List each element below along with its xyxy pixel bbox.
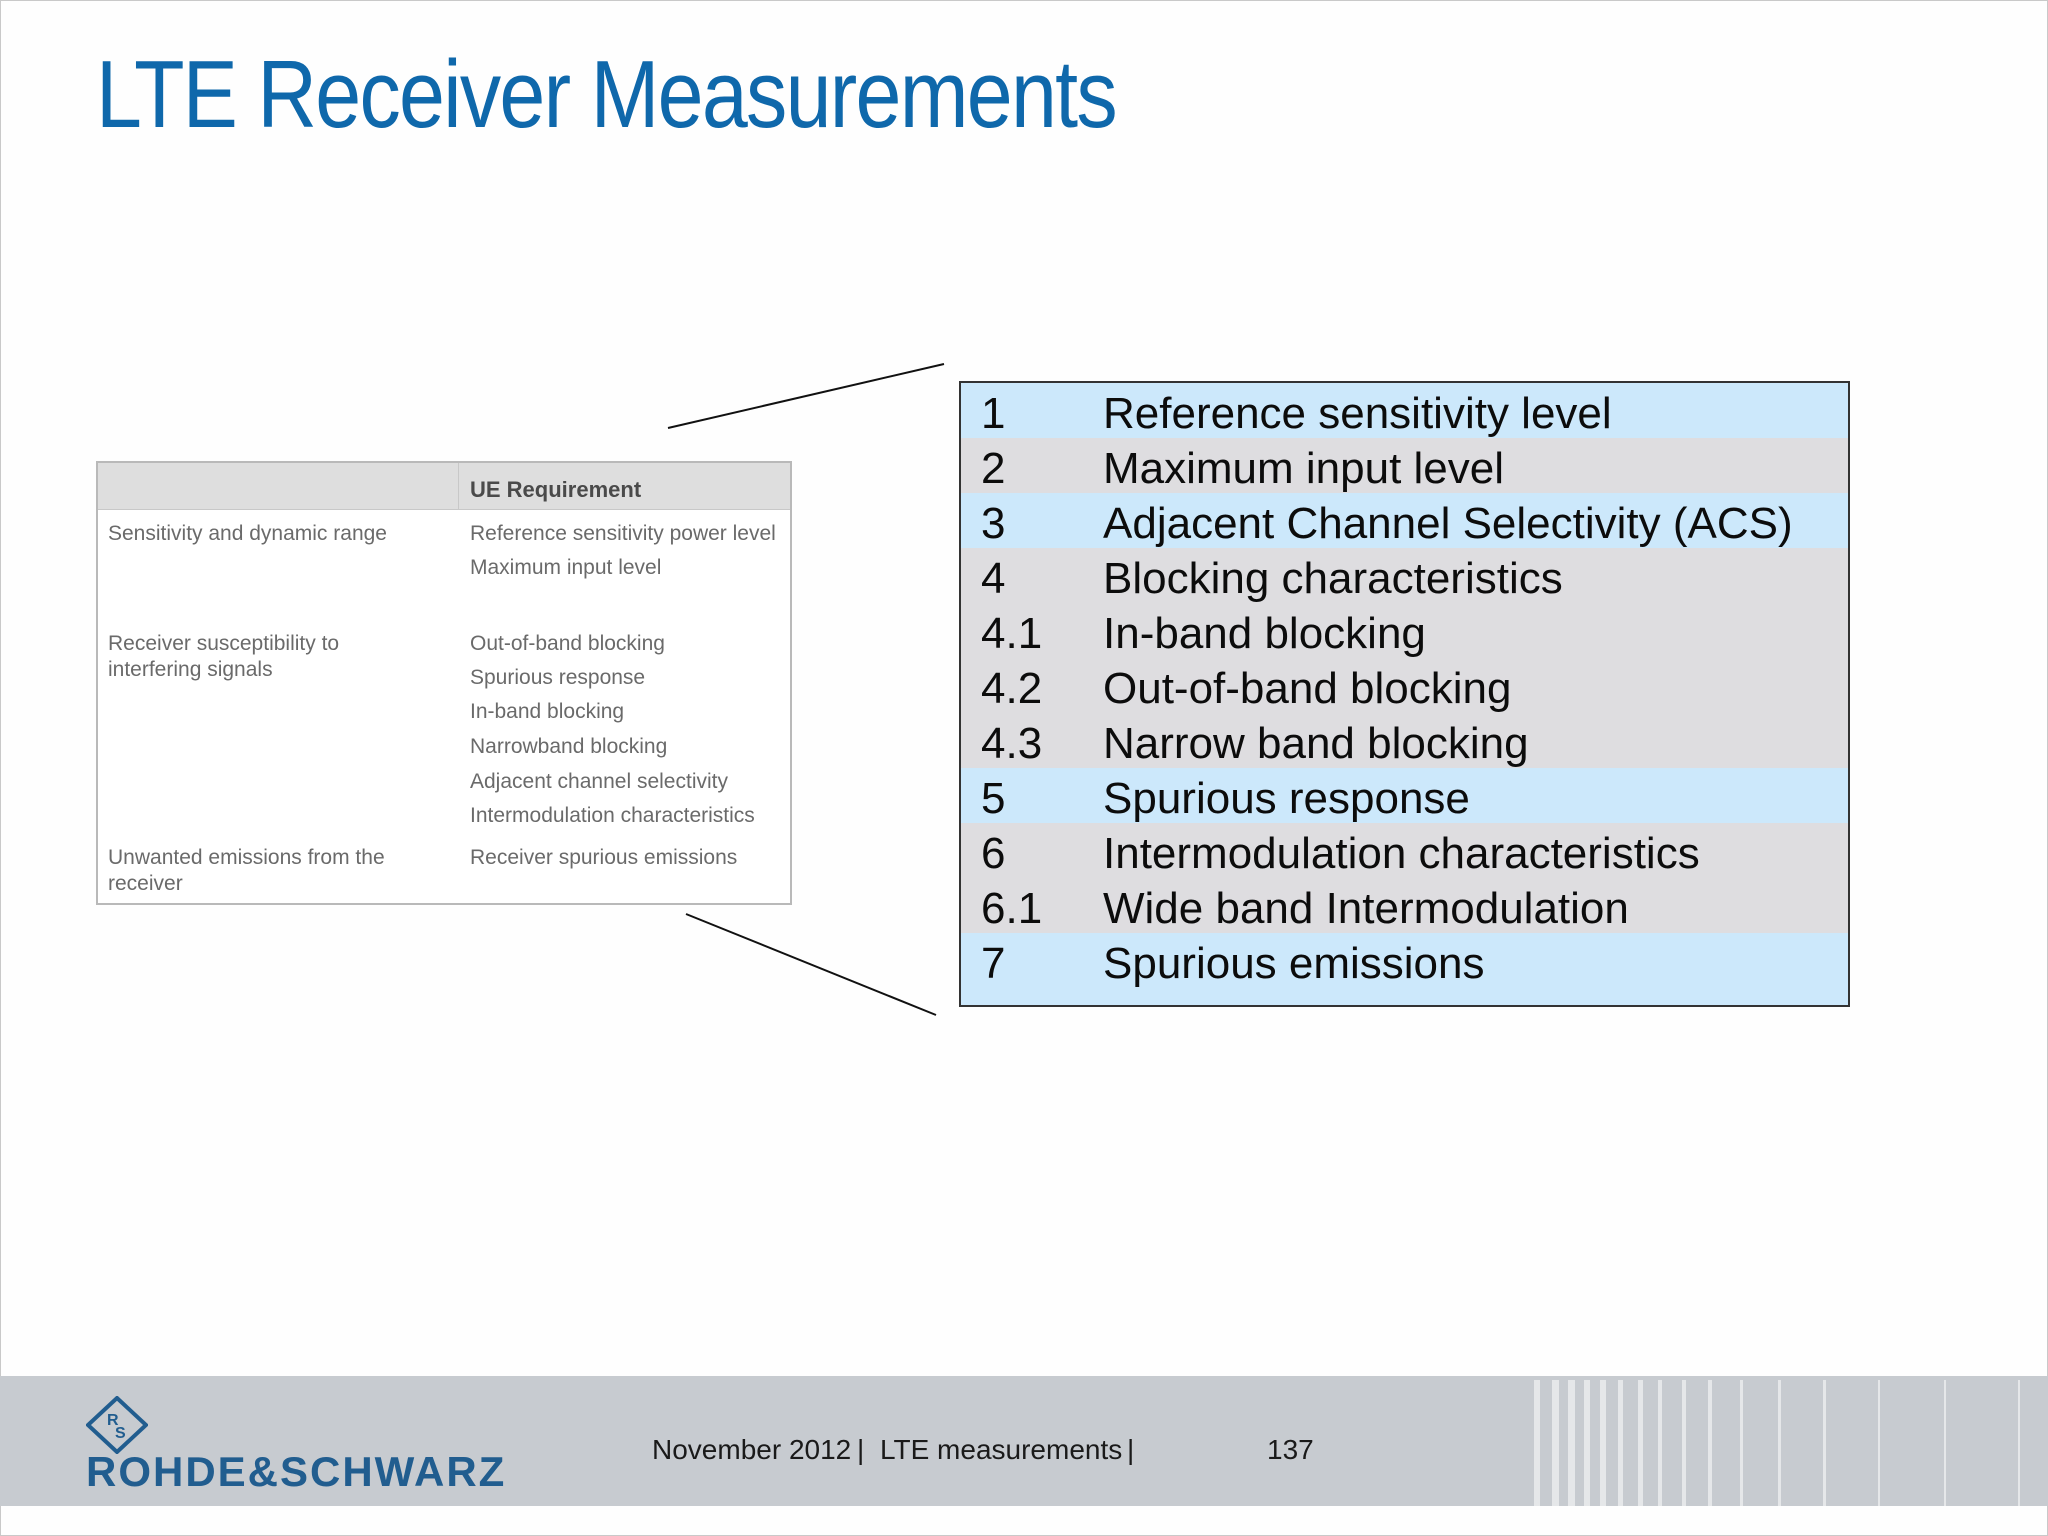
requirement-item: Narrowband blocking <box>470 735 668 758</box>
row-text: In-band blocking <box>1103 609 1426 658</box>
row-number: 5 <box>981 774 1006 823</box>
connector-line-bottom <box>686 914 936 1015</box>
category-label: Receiver susceptibility to interfering signals <box>108 632 340 681</box>
footer-separator: | <box>857 1434 865 1465</box>
row-number: 4.1 <box>981 609 1043 658</box>
table-row <box>961 438 1848 493</box>
row-number: 6 <box>981 829 1006 878</box>
requirement-item: Spurious response <box>470 666 646 689</box>
row-text: Spurious emissions <box>1103 939 1485 988</box>
footer-topic: LTE measurements <box>880 1434 1123 1465</box>
table-row <box>961 768 1848 823</box>
svg-text:S: S <box>115 1425 126 1442</box>
requirement-item: Intermodulation characteristics <box>470 804 755 827</box>
svg-text:R: R <box>107 1412 119 1429</box>
footer-date: November 2012 <box>652 1434 852 1465</box>
table-row <box>961 383 1848 438</box>
table-row <box>961 713 1848 768</box>
row-text: Adjacent Channel Selectivity (ACS) <box>1103 499 1793 548</box>
table-row <box>961 878 1848 933</box>
row-number: 4.3 <box>981 719 1043 768</box>
row-number: 2 <box>981 444 1006 493</box>
requirement-item: In-band blocking <box>470 700 625 723</box>
row-text: Intermodulation characteristics <box>1103 829 1700 878</box>
page-title: LTE Receiver Measurements <box>96 41 1116 148</box>
row-text: Out-of-band blocking <box>1103 664 1512 713</box>
table-row <box>961 823 1848 878</box>
connector-line-top <box>668 364 944 428</box>
header-label: UE Requirement <box>470 477 642 502</box>
rohde-schwarz-diamond-icon <box>86 1396 148 1454</box>
requirement-item: Maximum input level <box>470 556 662 579</box>
table-row <box>961 548 1848 603</box>
row-text: Spurious response <box>1103 774 1470 823</box>
requirement-item: Reference sensitivity power level <box>470 522 776 545</box>
requirement-item: Adjacent channel selectivity <box>470 770 728 793</box>
decorative-stripes <box>1508 1376 2048 1506</box>
row-text: Reference sensitivity level <box>1103 389 1612 438</box>
requirement-item: Receiver spurious emissions <box>470 846 738 869</box>
table-row <box>961 603 1848 658</box>
row-number: 3 <box>981 499 1006 548</box>
row-number: 4.2 <box>981 664 1043 713</box>
row-text: Narrow band blocking <box>1103 719 1529 768</box>
row-text: Maximum input level <box>1103 444 1505 493</box>
table-row <box>961 658 1848 713</box>
row-text: Wide band Intermodulation <box>1103 884 1629 933</box>
row-number: 1 <box>981 389 1006 438</box>
footer-separator: | <box>1127 1434 1135 1465</box>
company-logo-text: ROHDE&SCHWARZ <box>86 1448 507 1495</box>
measurement-list-table <box>959 381 1850 1007</box>
category-label: Sensitivity and dynamic range <box>108 522 387 545</box>
category-label: Unwanted emissions from the receiver <box>108 846 385 895</box>
requirement-item: Out-of-band blocking <box>470 632 665 655</box>
page-number: 137 <box>1267 1434 1314 1465</box>
table-row <box>961 933 1848 1005</box>
row-number: 7 <box>981 939 1006 988</box>
row-text: Blocking characteristics <box>1103 554 1563 603</box>
table-row <box>961 493 1848 548</box>
row-number: 6.1 <box>981 884 1043 933</box>
row-number: 4 <box>981 554 1006 603</box>
